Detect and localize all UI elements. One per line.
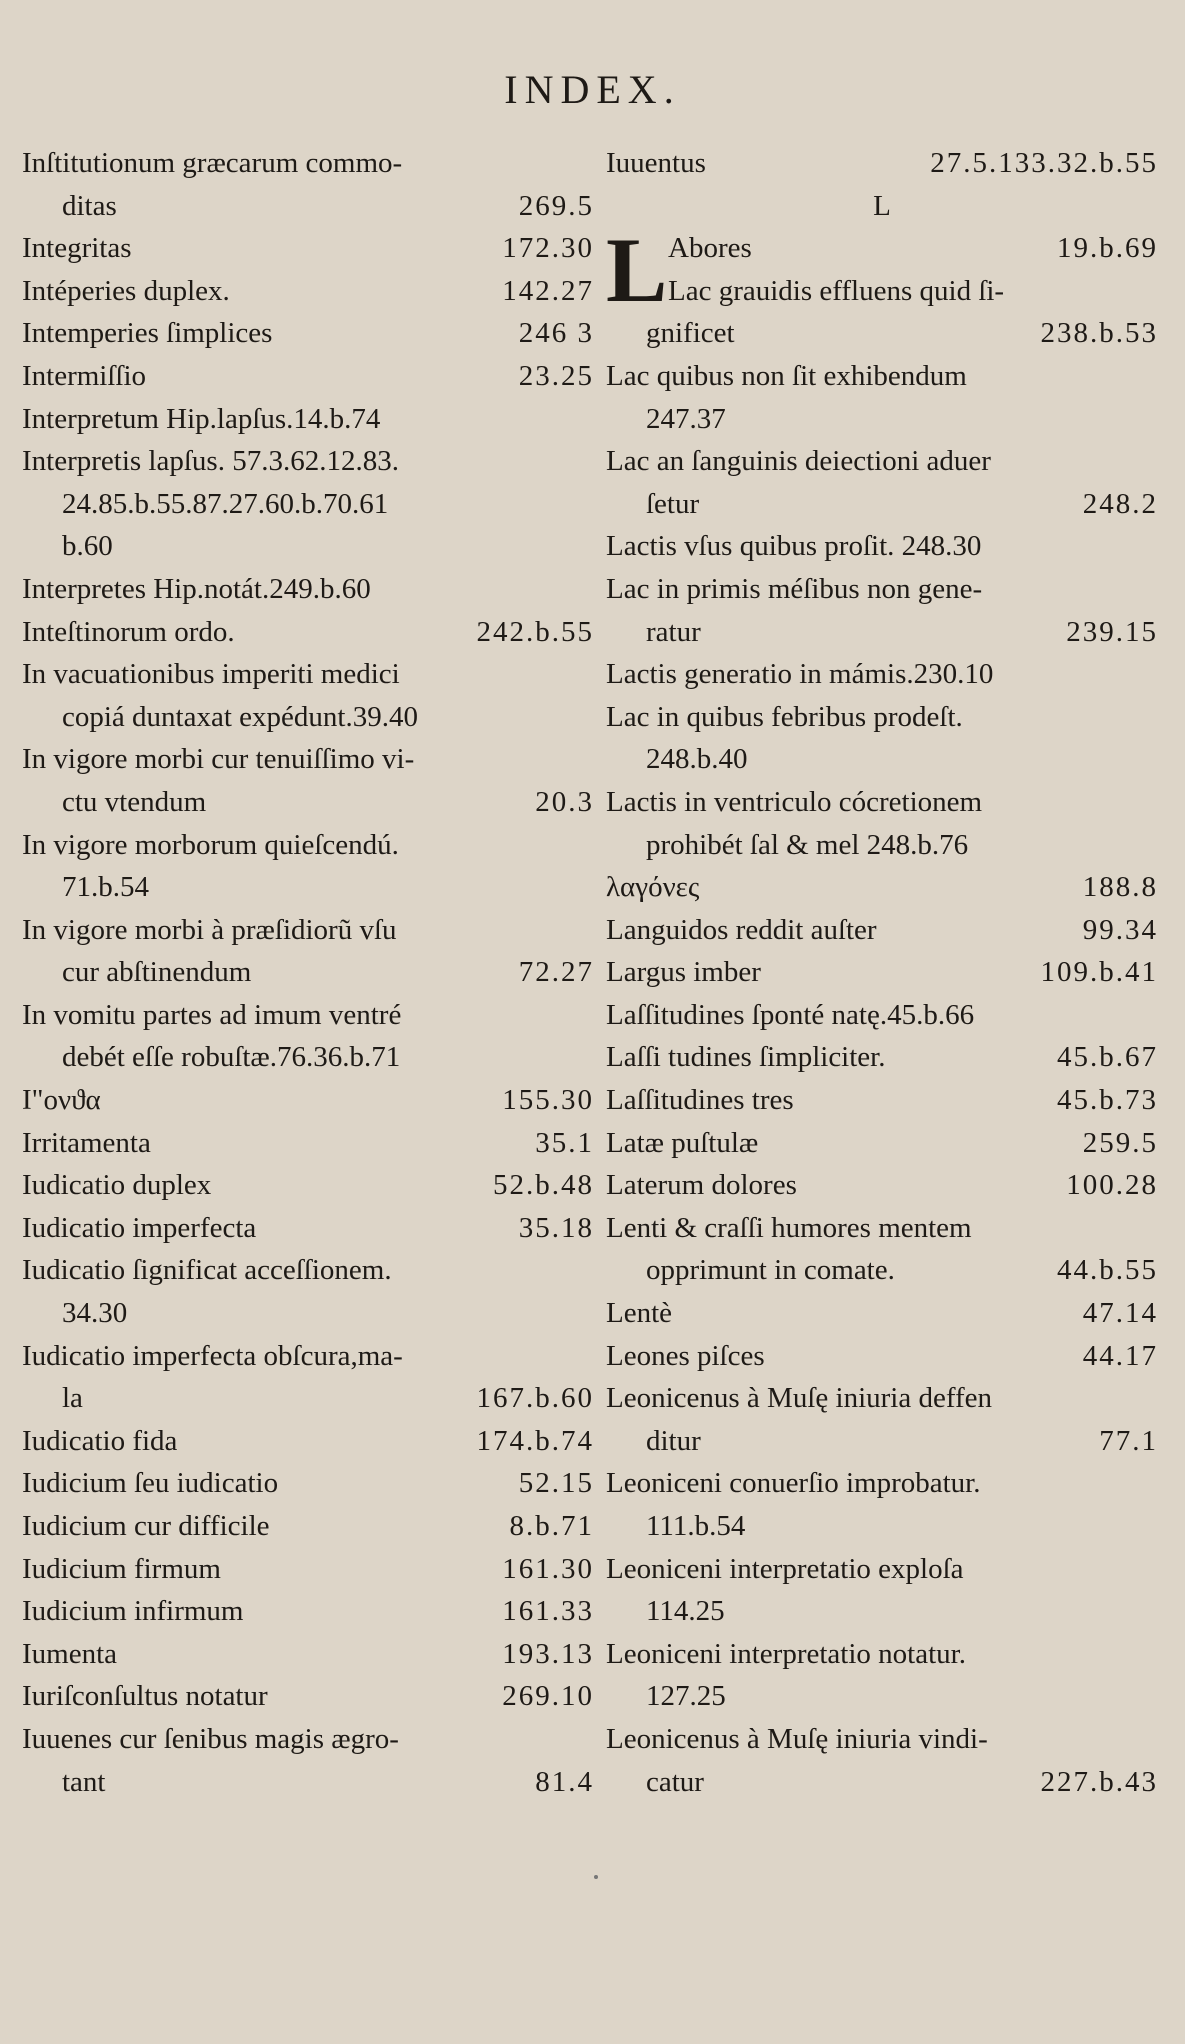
entry-text: tant (62, 1765, 106, 1798)
index-entry (606, 1462, 1158, 1547)
entry-line (22, 1377, 594, 1420)
entry-text: Lentè (606, 1297, 673, 1330)
entry-line: Lactis in ventriculo cócretionem (606, 785, 983, 818)
entry-line (606, 1164, 1158, 1207)
entry-line (606, 312, 1158, 355)
entry-text: Iudicatio duplex (22, 1169, 212, 1202)
entry-reference: 161.33 (502, 1595, 594, 1628)
index-entry (606, 312, 1158, 355)
entry-text: Laſſi tudines ſimpliciter. (606, 1041, 886, 1074)
entry-text: Intéperies duplex. (22, 274, 230, 307)
entry-line: Interpretes Hip.notát.249.b.60 (22, 572, 371, 605)
entry-line: Lac in quibus febribus prodeſt. (606, 700, 963, 733)
entry-line: 248.b.40 (646, 743, 748, 776)
entry-reference: 35.1 (535, 1126, 594, 1159)
index-entry (606, 440, 1158, 525)
entry-reference: 23.25 (518, 359, 594, 392)
index-entry (22, 227, 594, 270)
entry-text: λαγόνες (606, 871, 700, 904)
index-entry (606, 1036, 1158, 1079)
entry-line (606, 142, 1158, 185)
entry-line (606, 909, 1158, 952)
entry-line (606, 1122, 1158, 1165)
entry-reference: 227.b.43 (1040, 1765, 1158, 1798)
entry-line (606, 866, 1158, 909)
entry-line (668, 270, 1158, 313)
index-entry (22, 653, 594, 738)
entry-line: 114.25 (646, 1595, 725, 1628)
entry-line (22, 312, 594, 355)
entry-text: Languidos reddit auſter (606, 913, 877, 946)
entry-reference: 269.10 (502, 1680, 594, 1713)
entry-line: 34.30 (62, 1297, 128, 1330)
entry-line (22, 1079, 594, 1122)
entry-line (606, 1761, 1158, 1804)
index-entry (22, 1420, 594, 1463)
entry-line: In vigore morborum quieſcendú. (22, 828, 399, 861)
entry-text: Largus imber (606, 956, 761, 989)
entry-text: Latæ puſtulæ (606, 1126, 759, 1159)
entry-reference: 44.b.55 (1057, 1254, 1158, 1287)
entry-line: Iuuenes cur ſenibus magis ægro- (22, 1722, 399, 1755)
index-entry (606, 142, 1158, 185)
index-entry (22, 611, 594, 654)
entry-line: Lac in primis méſibus non gene- (606, 572, 983, 605)
entry-line: Iudicatio imperfecta obſcura,ma- (22, 1339, 403, 1372)
entry-text: Intemperies ſimplices (22, 317, 273, 350)
entry-line (606, 1335, 1158, 1378)
entry-line: In vigore morbi cur tenuiſſimo vi- (22, 743, 415, 776)
entry-line (606, 1420, 1158, 1463)
index-entry (22, 1462, 594, 1505)
entry-text: Iudicium firmum (22, 1552, 221, 1585)
entry-reference: 109.b.41 (1040, 956, 1158, 989)
entry-text: Iumenta (22, 1637, 118, 1670)
index-entry (22, 1718, 594, 1803)
entry-text: Inteſtinorum ordo. (22, 615, 235, 648)
index-entry (22, 1590, 594, 1633)
entry-text: Intermiſſio (22, 359, 147, 392)
entry-text: Ι"ονϑα (22, 1084, 101, 1117)
entry-line (606, 1079, 1158, 1122)
entry-line: 127.25 (646, 1680, 726, 1713)
entry-text: Iuuentus (606, 147, 706, 179)
entry-reference: 142.27 (502, 274, 594, 307)
index-entry (606, 355, 1158, 440)
entry-line: Interpretum Hip.lapſus.14.b.74 (22, 402, 381, 435)
entry-text: catur (646, 1765, 704, 1798)
entry-reference: 52.b.48 (493, 1169, 594, 1202)
index-entry (22, 440, 594, 568)
index-entry (22, 909, 594, 994)
index-entry (606, 909, 1158, 952)
entry-line: Lac an ſanguinis deiectioni aduer (606, 445, 991, 478)
entry-line: Inſtitutionum græcarum commo- (22, 147, 403, 179)
right-index-column (606, 142, 1158, 1803)
entry-text: Integritas (22, 232, 132, 265)
index-entry (606, 696, 1158, 781)
entry-line (22, 1122, 594, 1165)
entry-reference: 44.17 (1082, 1339, 1158, 1372)
entry-text: Laſſitudines tres (606, 1084, 794, 1117)
entry-line (606, 951, 1158, 994)
index-entry (606, 1718, 1158, 1803)
entry-line: In vacuationibus imperiti medici (22, 658, 400, 691)
entry-text: Iudicatio fida (22, 1424, 178, 1457)
entry-reference: 8.b.71 (509, 1510, 594, 1542)
index-entry (22, 1675, 594, 1718)
entry-reference: 35.18 (518, 1211, 594, 1244)
entry-line (22, 1207, 594, 1250)
entry-text: Lac grauidis effluens quid ſi- (668, 274, 1005, 307)
entry-line (22, 1420, 594, 1463)
entry-line (22, 1462, 594, 1505)
entry-line: prohibét ſal & mel 248.b.76 (646, 828, 969, 861)
entry-reference: 72.27 (518, 956, 594, 989)
entry-line (22, 355, 594, 398)
entry-line: Laſſitudines ſponté natę.45.b.66 (606, 998, 975, 1031)
entry-reference: 167.b.60 (476, 1382, 594, 1415)
entry-text: ſetur (646, 487, 700, 520)
entry-line: copiá duntaxat expédunt.39.40 (62, 700, 418, 733)
entry-reference: 174.b.74 (476, 1424, 594, 1457)
entry-text: Iudicatio imperfecta (22, 1211, 257, 1244)
entry-reference: 155.30 (502, 1084, 594, 1117)
page-title: INDEX. (504, 67, 681, 112)
entry-line: Lac quibus non ſit exhibendum (606, 359, 967, 392)
index-entry (606, 1122, 1158, 1165)
entry-text: Abores (668, 232, 752, 265)
entry-reference: 52.15 (518, 1467, 594, 1500)
entry-line: In vigore morbi à præſidiorũ vſu (22, 913, 397, 946)
entry-line: Lenti & craſſi humores mentem (606, 1211, 972, 1244)
entry-reference: 248.2 (1082, 487, 1158, 520)
entry-reference: 239.15 (1066, 615, 1158, 648)
entry-reference: 269.5 (518, 189, 594, 222)
entry-text: Iudicium ſeu iudicatio (22, 1467, 279, 1500)
entry-reference: 238.b.53 (1040, 317, 1158, 350)
entry-reference: 161.30 (502, 1552, 594, 1585)
index-entry (22, 312, 594, 355)
entry-line (22, 270, 594, 313)
entry-line (22, 1675, 594, 1718)
index-entry (22, 1122, 594, 1165)
entry-text: Iudicium infirmum (22, 1595, 244, 1628)
entry-line: Leonicenus à Muſę iniuria vindi- (606, 1722, 988, 1755)
entry-line (22, 185, 594, 228)
index-entry (606, 568, 1158, 653)
entry-reference: 45.b.67 (1057, 1041, 1158, 1074)
index-entry (606, 653, 1158, 696)
entry-reference: 242.b.55 (476, 615, 594, 648)
entry-line: 24.85.b.55.87.27.60.b.70.61 (62, 487, 389, 520)
entry-text: gnificet (646, 317, 735, 350)
index-entry (22, 1164, 594, 1207)
index-entry (22, 355, 594, 398)
index-entry (22, 1505, 594, 1548)
index-entry (22, 1548, 594, 1591)
entry-line: In vomitu partes ad imum ventré (22, 998, 402, 1031)
drop-capital: L (606, 219, 668, 322)
entry-reference: 193.13 (502, 1637, 594, 1670)
entry-text: ctu vtendum (62, 785, 207, 818)
entry-text: ditas (62, 189, 117, 222)
entry-reference: 27.5.133.32.b.55 (930, 147, 1158, 179)
index-entry (22, 738, 594, 823)
entry-line (606, 1249, 1158, 1292)
entry-text: opprimunt in comate. (646, 1254, 895, 1287)
entry-line (22, 781, 594, 824)
index-entry (22, 824, 594, 909)
entry-line: Leoniceni conuerſio improbatur. (606, 1467, 981, 1500)
entry-line (22, 951, 594, 994)
entry-line: debét eſſe robuſtæ.76.36.b.71 (62, 1041, 401, 1074)
entry-text: ratur (646, 615, 701, 648)
index-entry (606, 1633, 1158, 1718)
index-entry (22, 994, 594, 1079)
entry-reference: 45.b.73 (1057, 1084, 1158, 1117)
entry-text: Iuriſconſultus notatur (22, 1680, 268, 1713)
entry-line (22, 1505, 594, 1548)
index-entry (606, 1335, 1158, 1378)
entry-line (22, 1633, 594, 1676)
entry-reference: 100.28 (1066, 1169, 1158, 1202)
entry-line (606, 611, 1158, 654)
entry-reference: 81.4 (535, 1765, 594, 1798)
index-entry (22, 1249, 594, 1334)
entry-line (22, 1164, 594, 1207)
entry-line (606, 1292, 1158, 1335)
entry-line: Leoniceni interpretatio notatur. (606, 1637, 966, 1670)
entry-line: Leonicenus à Muſę iniuria deffen (606, 1382, 992, 1415)
entry-reference: 19.b.69 (1057, 232, 1158, 265)
index-entry (606, 1164, 1158, 1207)
entry-reference: 246 3 (518, 317, 594, 350)
index-entry (606, 866, 1158, 909)
index-entry (22, 1079, 594, 1122)
entry-text: Irritamenta (22, 1126, 151, 1159)
entry-text: Leones piſces (606, 1339, 765, 1372)
index-entry (22, 1633, 594, 1676)
page-speck (594, 1875, 598, 1879)
index-entry (606, 1207, 1158, 1292)
section-letter: L (873, 189, 891, 222)
entry-line: b.60 (62, 530, 113, 563)
index-entry (22, 270, 594, 313)
entry-reference: 188.8 (1082, 871, 1158, 904)
entry-line: Interpretis lapſus. 57.3.62.12.83. (22, 445, 399, 478)
entry-line (22, 611, 594, 654)
entry-text: ditur (646, 1424, 701, 1457)
entry-text: Laterum dolores (606, 1169, 797, 1202)
entry-line: 71.b.54 (62, 871, 149, 904)
index-entry (22, 398, 594, 441)
entry-line (606, 483, 1158, 526)
index-entry (22, 1207, 594, 1250)
index-entry (22, 1335, 594, 1420)
entry-reference: 259.5 (1082, 1126, 1158, 1159)
entry-text: Iudicium cur difficile (22, 1510, 270, 1542)
entry-line: 247.37 (646, 402, 726, 435)
index-entry (606, 525, 1158, 568)
entry-line: Lactis generatio in mámis.230.10 (606, 658, 994, 691)
entry-line: Lactis vſus quibus proſit. 248.30 (606, 530, 982, 563)
left-index-column (22, 142, 594, 1803)
entry-reference: 47.14 (1082, 1297, 1158, 1330)
entry-reference: 20.3 (535, 785, 594, 818)
entry-text: la (62, 1382, 83, 1415)
entry-line (22, 227, 594, 270)
index-entry (606, 1377, 1158, 1462)
dropcap-block (606, 219, 1158, 322)
entry-line: Leoniceni interpretatio exploſa (606, 1552, 964, 1585)
entry-line (22, 1548, 594, 1591)
index-entry (606, 1548, 1158, 1633)
index-entry (22, 568, 594, 611)
index-entry (606, 781, 1158, 866)
entry-text: cur abſtinendum (62, 956, 252, 989)
entry-line (22, 1761, 594, 1804)
index-entry (606, 994, 1158, 1037)
index-entry (606, 1079, 1158, 1122)
entry-line (606, 1036, 1158, 1079)
entry-line: Iudicatio ſignificat acceſſionem. (22, 1254, 392, 1287)
index-entry (606, 951, 1158, 994)
index-entry (22, 142, 594, 227)
entry-line (22, 1590, 594, 1633)
entry-line: 111.b.54 (646, 1510, 746, 1542)
entry-reference: 99.34 (1082, 913, 1158, 946)
entry-reference: 77.1 (1099, 1424, 1158, 1457)
entry-reference: 172.30 (502, 232, 594, 265)
entry-line (668, 227, 1158, 270)
index-entry (606, 1292, 1158, 1335)
